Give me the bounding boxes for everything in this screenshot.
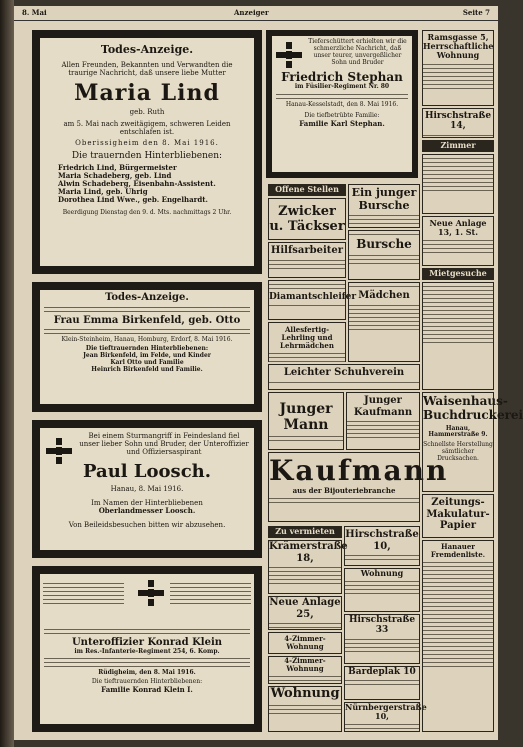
rental-ad: Hirschstraße 33 — [344, 614, 420, 664]
mourner: Maria Lind, geb. Uhrig — [58, 186, 148, 196]
notice-place: Hanau, 8. Mai 1916. — [110, 484, 184, 493]
job-ad: Ein junger Bursche — [348, 184, 420, 228]
death-notice-loosch — [32, 420, 262, 558]
rental-ad: Hirschstraße 14, — [422, 108, 494, 138]
iron-cross-icon — [138, 580, 164, 610]
section-header-jobs: Offene Stellen — [268, 184, 346, 196]
deceased-name: Friedrich Stephan — [281, 69, 403, 84]
family-name: Familie Karl Stephan. — [299, 119, 385, 129]
rental-ad: Nürnbergerstraße 10, — [344, 702, 420, 732]
job-ad: Mädchen — [348, 282, 420, 362]
job-ad: Zwicker u. Täckser — [268, 198, 346, 240]
death-notice-stephan — [266, 30, 418, 178]
mourner: Jean Birkenfeld, im Felde, und Kinder — [83, 351, 211, 359]
mourners-title: Die trauernden Hinterbliebenen: — [71, 151, 223, 162]
job-ad: Hilfsarbeiter — [268, 242, 346, 278]
notice-text: am 5. Mai nach zweitägigem, schweren Leiden entschlafen ist. — [63, 120, 231, 137]
section-header-wanted: Mietgesuche — [422, 268, 494, 280]
mourners-title: Die tiefbetrübte Familie: — [304, 112, 380, 120]
mourner: Maria Schadeberg, geb. Lind — [58, 170, 172, 180]
notice-place: Rüdigheim, den 8. Mai 1916. — [98, 669, 196, 677]
death-notice-birkenfeld — [32, 282, 262, 412]
rental-ad: Ramsgasse 5, Herrschaftliche Wohnung — [422, 30, 494, 106]
deceased-name: Paul Loosch. — [82, 461, 212, 483]
rental-ad: 4-Zimmer-Wohnung — [268, 656, 342, 684]
binding-edge — [0, 0, 14, 747]
notice-place: Klein-Steinheim, Hanau, Homburg, Erdorf, 8. Mai 1916. — [61, 336, 233, 343]
mourner: Friedrich Lind, Bürgermeister — [58, 162, 177, 172]
header-page: Seite 7 — [462, 8, 490, 17]
job-ad-large: Kaufmann aus der Bijouteriebranche — [268, 452, 420, 522]
notice-place: Hanau-Kesselstadt, den 8. Mai 1916. — [285, 101, 399, 109]
notice-intro: Allen Freunden, Bekannten und Verwandten die traurige Nachricht, daß unsere liebe Mutter — [61, 60, 233, 77]
room-ads — [422, 154, 494, 214]
rental-ad: 4-Zimmer-Wohnung — [268, 632, 342, 654]
notice-text: Bei einem Sturmangriff in Feindesland fiel unser lieber Sohn und Bruder, der Unteroffizier und Offiziersaspirant — [79, 432, 249, 457]
death-notice-maria-lind — [32, 30, 262, 274]
deceased-name: Maria Lind — [74, 79, 220, 106]
print-shop-ad: Waisenhaus-Buchdruckerei Hanau, Hammerstraße 9. Schnellste Herstellung sämtlicher Drucksachen. — [422, 392, 494, 492]
iron-cross-icon — [46, 438, 72, 468]
job-ad: Junger Mann — [268, 392, 344, 450]
mourner: Heinrich Birkenfeld und Familie. — [91, 365, 203, 373]
rental-ad: Krämerstraße 18, — [268, 540, 342, 594]
job-ad: Junger Kaufmann — [346, 392, 420, 450]
paper-ad: Zeitungs-Makulatur-Papier — [422, 494, 494, 538]
notice-text-2: Im Namen der Hinterbliebenen — [91, 498, 203, 507]
death-notice-klein — [32, 566, 262, 732]
job-ad: Diamantschleifer — [268, 280, 346, 320]
guest-list: Hanauer Fremdenliste. — [422, 540, 494, 732]
rental-ad: Neue Anlage 25, — [268, 596, 342, 630]
funeral-info: Beerdigung Dienstag den 9. d. Mts. nachmittags 2 Uhr. — [62, 208, 232, 216]
wanted-ads — [422, 282, 494, 390]
rental-ad: Bardeplak 10 — [344, 666, 420, 700]
page-header — [14, 6, 498, 21]
room-ad: Neue Anlage 13, 1. St. — [422, 216, 494, 266]
regiment: im Füsilier-Regiment Nr. 80 — [294, 83, 390, 91]
deceased-name: Frau Emma Birkenfeld, geb. Otto — [53, 314, 241, 326]
iron-cross-icon — [276, 42, 302, 72]
signer: Oberlandmesser Loosch. — [98, 505, 196, 515]
birth-name: geb. Ruth — [129, 108, 165, 117]
rental-ad: Wohnung — [344, 568, 420, 612]
rental-ad: Wohnung — [268, 686, 342, 732]
section-header-rooms: Zimmer — [422, 140, 494, 152]
header-title: Anzeiger — [234, 8, 269, 17]
job-ad: Leichter Schuhverein — [268, 364, 420, 390]
regiment: im Res.-Infanterie-Regiment 254, 6. Komp. — [74, 647, 220, 655]
mourners-title: Die tieftrauernden Hinterbliebenen: — [85, 344, 209, 352]
mourner: Alwin Schadeberg, Eisenbahn-Assistent. — [58, 178, 216, 188]
notice-title: Todes-Anzeige. — [105, 292, 189, 303]
signer: Familie Konrad Klein I. — [101, 685, 193, 695]
header-date: 8. Mai — [22, 8, 47, 17]
mourner: Dorothea Lind Wwe., geb. Engelhardt. — [58, 194, 208, 204]
soldier-name: Unteroffizier Konrad Klein — [71, 637, 223, 648]
mourners-title: Die tieftrauernden Hinterbliebenen: — [91, 678, 203, 686]
notice-title: Todes-Anzeige. — [100, 43, 194, 56]
notice-place: Oberissigheim den 8. Mai 1916. — [75, 139, 219, 148]
job-ad: Allesfertig-Lehrling und Lehrmädchen — [268, 322, 346, 362]
section-header-rentals: Zu vermieten — [268, 526, 342, 538]
notice-text: Tieferschüttert erhielten wir die schmerzliche Nachricht, daß unser teurer, unvergeßlicher Sohn und Bruder — [308, 38, 407, 66]
notice-text-3: Von Beileidsbesuchen bitten wir abzusehen. — [68, 520, 226, 529]
mourner: Karl Otto und Familie — [110, 358, 184, 366]
newspaper-page — [14, 6, 523, 740]
rental-ad: Hirschstraße 10, — [344, 526, 420, 566]
job-ad: Bursche — [348, 230, 420, 280]
